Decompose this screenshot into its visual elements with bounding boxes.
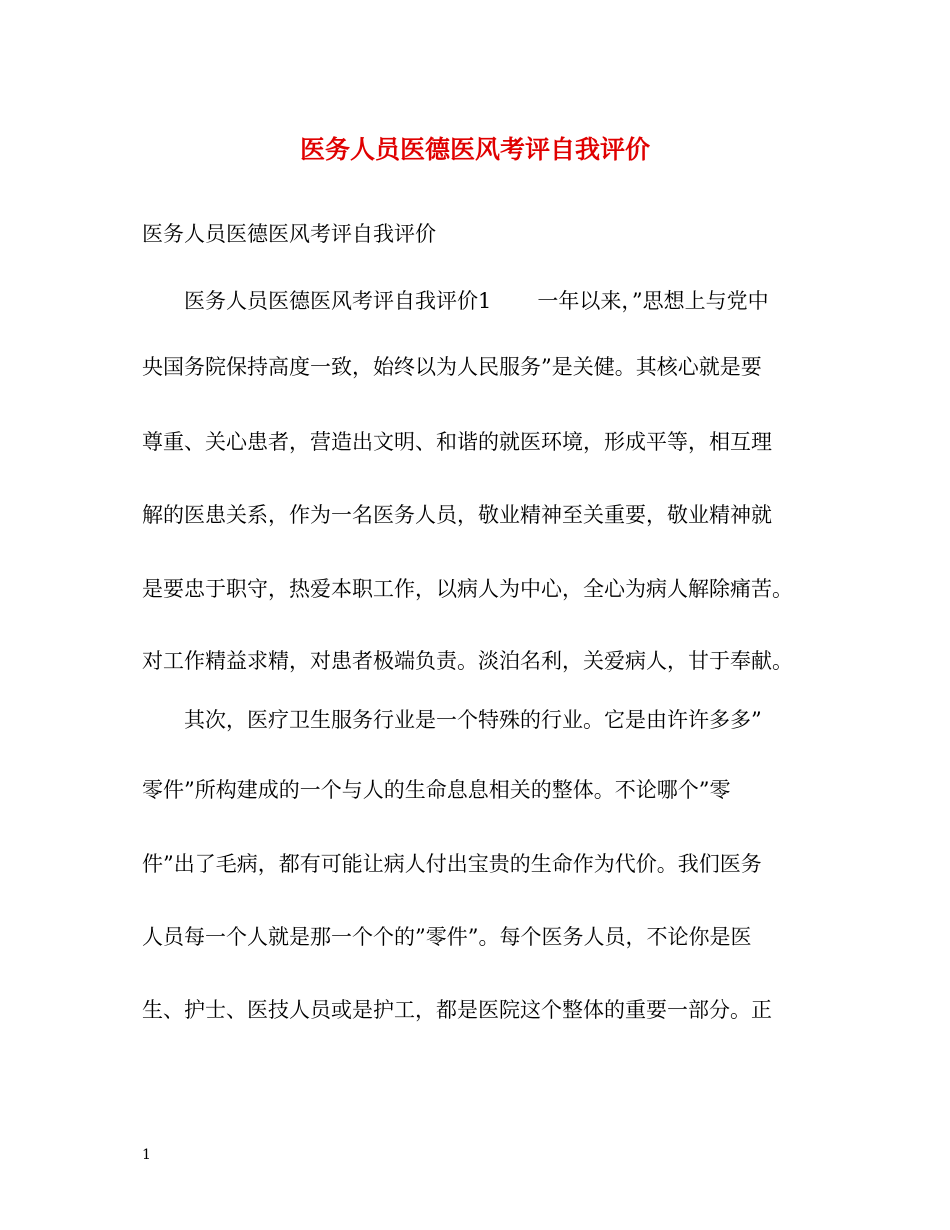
page-number: 1 xyxy=(142,1147,151,1163)
body-line: 对工作精益求精，对患者极端负责。淡泊名利，关爱病人，甘于奉献。 xyxy=(142,649,793,673)
document-title: 医务人员医德医风考评自我评价 xyxy=(299,135,650,164)
body-line xyxy=(184,286,769,316)
body-line: 是要忠于职守，热爱本职工作，以病人为中心，全心为病人解除痛苦。 xyxy=(142,577,793,601)
body-line: 尊重、关心患者，营造出文明、和谐的就医环境，形成平等，相互理 xyxy=(142,430,772,454)
body-line: 零件”所构建成的一个与人的生命息息相关的整体。不论哪个”零 xyxy=(142,778,731,802)
body-line: 生、护士、医技人员或是护工，都是医院这个整体的重要一部分。正 xyxy=(142,998,772,1022)
body-line: 人员每一个人就是那一个个的”零件”。每个医务人员，不论你是医 xyxy=(142,925,752,949)
body-line-text: 一年以来，”思想上与党中 xyxy=(537,289,769,313)
body-line: 件”出了毛病，都有可能让病人付出宝贵的生命作为代价。我们医务 xyxy=(142,852,762,876)
document-subtitle: 医务人员医德医风考评自我评价 xyxy=(142,222,436,246)
body-line: 解的医患关系，作为一名医务人员，敬业精神至关重要，敬业精神就 xyxy=(142,503,772,527)
body-line: 央国务院保持高度一致，始终以为人民服务”是关健。其核心就是要 xyxy=(142,355,762,379)
body-line: 其次，医疗卫生服务行业是一个特殊的行业。它是由许许多多” xyxy=(184,708,762,732)
body-line-heading: 医务人员医德医风考评自我评价1 xyxy=(184,289,492,313)
